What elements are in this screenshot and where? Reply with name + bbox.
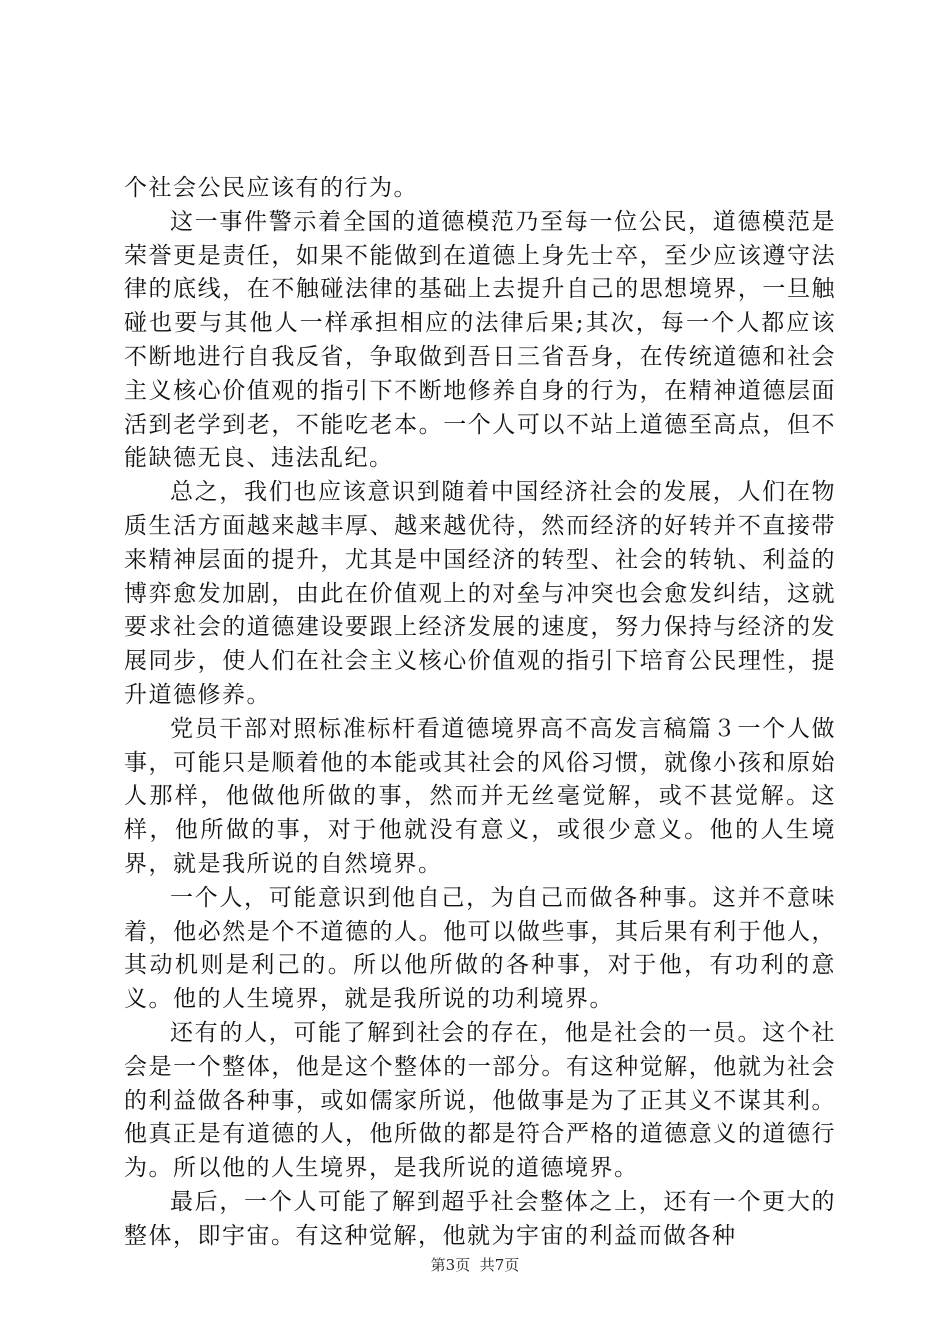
paragraph-universe-realm: 最后，一个人可能了解到超乎社会整体之上，还有一个更大的整体，即宇宙。有这种觉解，他就为宇宙的利益而做各种 (124, 1188, 836, 1249)
page-total: 共7页 (479, 1256, 520, 1274)
paragraph-moral-model-warning: 这一事件警示着全国的道德模范乃至每一位公民，道德模范是荣誉更是责任，如果不能做到在道德上身先士卒，至少应该遵守法律的底线，在不触碰法律的基础上去提升自己的思想境界，一旦触碰也要与其他人一样承担相应的法律后果;其次，每一个人都应该不断地进行自我反省，争取做到吾日三省吾身，在传统道德和社会主义核心价值观的指引下不断地修养自身的行为，在精神道德层面活到老学到老，不能吃老本。一个人可以不站上道德至高点，但不能缺德无良、违法乱纪。 (124, 208, 836, 472)
paragraph-natural-realm: 党员干部对照标准标杆看道德境界高不高发言稿篇３一个人做事，可能只是顺着他的本能或其社会的风俗习惯，就像小孩和原始人那样，他做他所做的事，然而并无丝毫觉解，或不甚觉解。这样，他所做的事，对于他就没有意义，或很少意义。他的人生境界，就是我所说的自然境界。 (124, 715, 836, 877)
paragraph-conclusion: 总之，我们也应该意识到随着中国经济社会的发展，人们在物质生活方面越来越丰厚、越来越优待，然而经济的好转并不直接带来精神层面的提升，尤其是中国经济的转型、社会的转轨、利益的博弈愈发加剧，由此在价值观上的对垒与冲突也会愈发纠结，这就要求社会的道德建设要跟上经济发展的速度，努力保持与经济的发展同步，使人们在社会主义核心价值观的指引下培育公民理性，提升道德修养。 (124, 479, 836, 708)
page-footer (0, 1255, 950, 1275)
page-number: 第3页 (430, 1256, 471, 1274)
paragraph-moral-realm: 还有的人，可能了解到社会的存在，他是社会的一员。这个社会是一个整体，他是这个整体的一部分。有这种觉解，他就为社会的利益做各种事，或如儒家所说，他做事是为了正其义不谋其利。他真正是有道德的人，他所做的都是符合严格的道德意义的道德行为。所以他的人生境界，是我所说的道德境界。 (124, 1019, 836, 1182)
document-body (124, 172, 836, 1254)
paragraph-utilitarian-realm: 一个人，可能意识到他自己，为自己而做各种事。这并不意味着，他必然是个不道德的人。他可以做些事，其后果有利于他人，其动机则是利己的。所以他所做的各种事，对于他，有功利的意义。他的人生境界，就是我所说的功利境界。 (124, 884, 836, 1013)
paragraph-continuation: 个社会公民应该有的行为。 (124, 175, 418, 201)
